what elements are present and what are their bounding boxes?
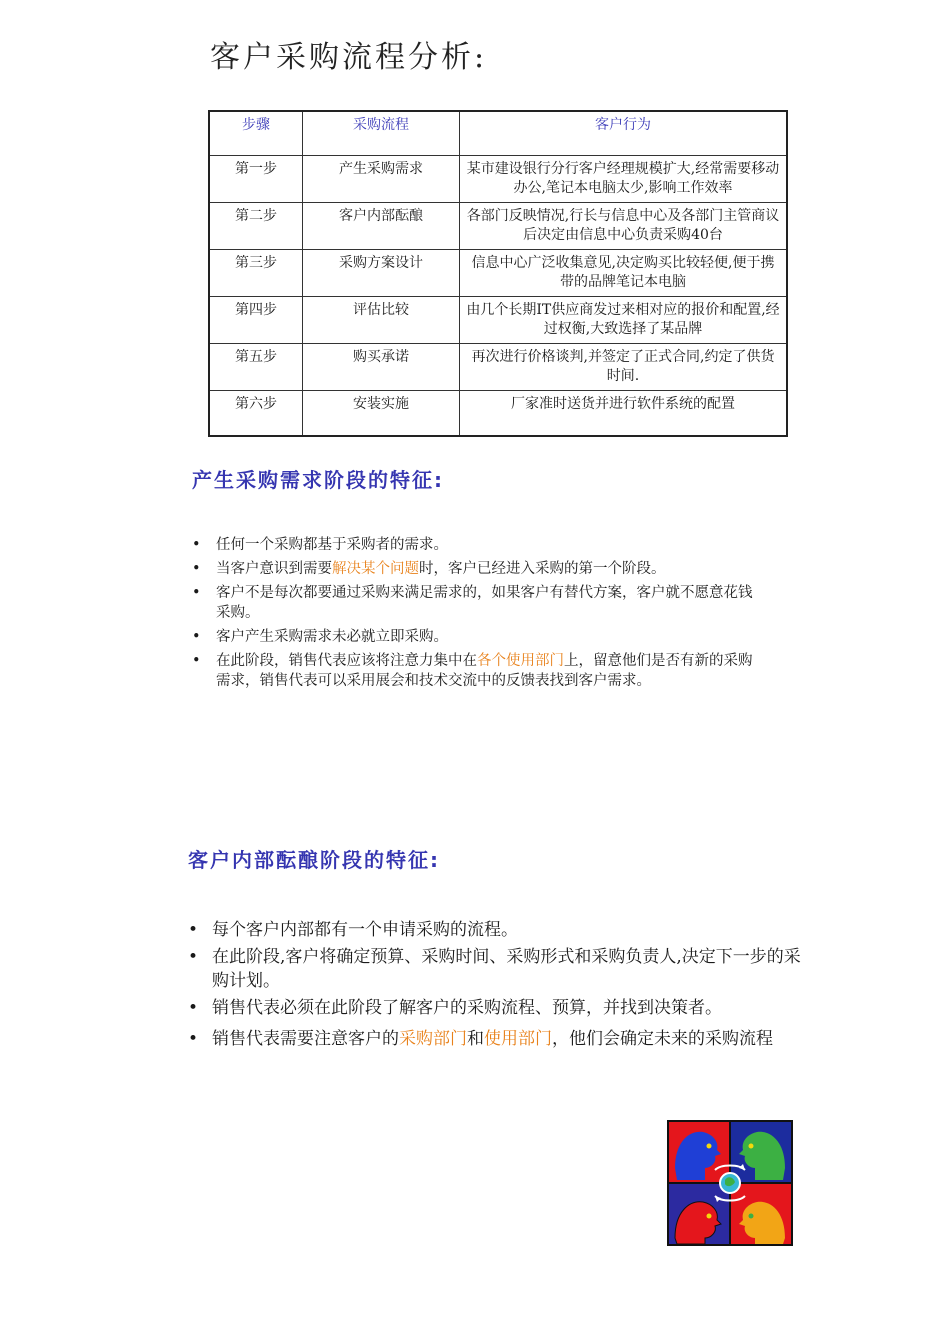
behavior-cell: 厂家准时送货并进行软件系统的配置 — [460, 391, 788, 437]
bullet-text: ，他们会确定未来的采购流程 — [552, 1029, 773, 1049]
people-communication-icon — [667, 1120, 793, 1246]
bullet-text: 在此阶段，销售代表应该将注意力集中在 — [216, 653, 477, 669]
page-title: 客户采购流程分析: — [210, 40, 488, 75]
flow-cell: 产生采购需求 — [303, 156, 460, 203]
behavior-cell: 信息中心广泛收集意见,决定购买比较轻便,便于携带的品牌笔记本电脑 — [460, 250, 788, 297]
highlight-text: 解决某个问题 — [332, 561, 419, 577]
flow-cell: 评估比较 — [303, 297, 460, 344]
purchase-process-table — [208, 110, 788, 437]
bullet-text: 销售代表必须在此阶段了解客户的采购流程、预算，并找到决策者。 — [212, 998, 722, 1018]
step-cell: 第三步 — [209, 250, 303, 297]
flow-cell: 购买承诺 — [303, 344, 460, 391]
bullet-text: 上，留意他们是否有新的采购需求，销售代表可以采用展会和技术交流中的反馈表找到客户需求。 — [216, 653, 753, 689]
highlight-text: 采购部门 — [399, 1029, 467, 1049]
bullet-text: 和 — [467, 1029, 484, 1049]
list-item — [188, 945, 808, 993]
bullet-text: 销售代表需要注意客户的 — [212, 1029, 399, 1049]
step-cell: 第六步 — [209, 391, 303, 437]
header-flow: 采购流程 — [303, 111, 460, 156]
table-row — [209, 156, 787, 203]
bullet-text: 时，客户已经进入采购的第一个阶段。 — [419, 561, 666, 577]
list-item — [192, 559, 762, 579]
table-row — [209, 250, 787, 297]
list-item — [188, 918, 808, 942]
step-cell: 第一步 — [209, 156, 303, 203]
table-row — [209, 391, 787, 437]
bullet-text: 客户产生采购需求未必就立即采购。 — [216, 629, 448, 645]
bullet-text: 客户不是每次都要通过采购来满足需求的，如果客户有替代方案，客户就不愿意花钱采购。 — [216, 585, 753, 621]
flow-cell: 安装实施 — [303, 391, 460, 437]
flow-cell: 采购方案设计 — [303, 250, 460, 297]
section-heading-demand: 产生采购需求阶段的特征: — [192, 468, 444, 492]
bullet-text: 任何一个采购都基于采购者的需求。 — [216, 537, 448, 553]
flow-cell: 客户内部酝酿 — [303, 203, 460, 250]
list-item — [192, 535, 762, 555]
table-header-row — [209, 111, 787, 156]
list-item — [192, 583, 762, 623]
list-item — [188, 996, 808, 1020]
table-row — [209, 297, 787, 344]
bullet-text: 在此阶段,客户将确定预算、采购时间、采购形式和采购负责人,决定下一步的采购计划。 — [212, 947, 801, 991]
demand-stage-list — [192, 535, 762, 695]
table-row — [209, 344, 787, 391]
table-row — [209, 203, 787, 250]
highlight-text: 各个使用部门 — [477, 653, 564, 669]
list-item — [188, 1023, 808, 1055]
behavior-cell: 由几个长期IT供应商发过来相对应的报价和配置,经过权衡,大致选择了某品牌 — [460, 297, 788, 344]
behavior-cell: 某市建设银行分行客户经理规模扩大,经常需要移动办公,笔记本电脑太少,影响工作效率 — [460, 156, 788, 203]
header-behavior: 客户行为 — [460, 111, 788, 156]
bullet-text: 当客户意识到需要 — [216, 561, 332, 577]
list-item — [192, 651, 762, 691]
highlight-text: 使用部门 — [484, 1029, 552, 1049]
behavior-cell: 各部门反映情况,行长与信息中心及各部门主管商议后决定由信息中心负责采购40台 — [460, 203, 788, 250]
step-cell: 第五步 — [209, 344, 303, 391]
internal-stage-list — [188, 918, 808, 1058]
step-cell: 第四步 — [209, 297, 303, 344]
behavior-cell: 再次进行价格谈判,并签定了正式合同,约定了供货时间. — [460, 344, 788, 391]
bullet-text: 每个客户内部都有一个申请采购的流程。 — [212, 920, 518, 940]
header-step: 步骤 — [209, 111, 303, 156]
list-item — [192, 627, 762, 647]
step-cell: 第二步 — [209, 203, 303, 250]
section-heading-internal: 客户内部酝酿阶段的特征: — [188, 848, 440, 872]
